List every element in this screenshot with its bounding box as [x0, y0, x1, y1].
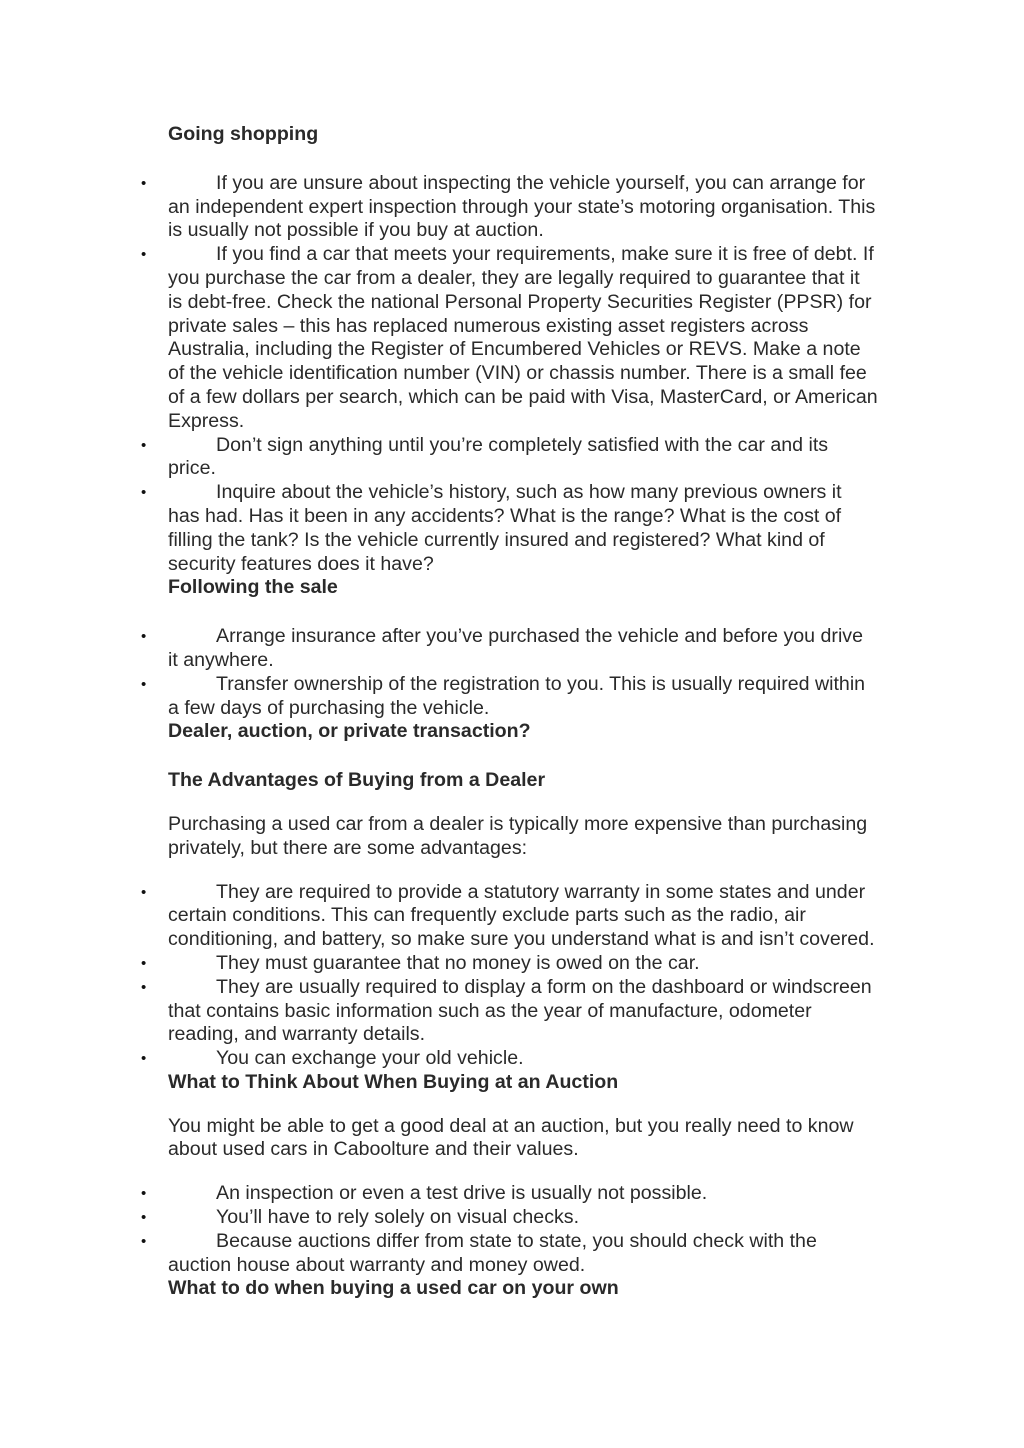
list-item-text: You’ll have to rely solely on visual checks.: [216, 1206, 580, 1229]
list-item: [168, 481, 878, 576]
list-item-text: They must guarantee that no money is owed on the car.: [216, 951, 700, 974]
section-heading: Going shopping: [168, 123, 319, 145]
list-item-text: You can exchange your old vehicle.: [216, 1047, 524, 1070]
list-item: [168, 976, 878, 1047]
paragraph: Purchasing a used car from a dealer is typically more expensive than purchasing privately, but there are some advantages:: [168, 812, 868, 859]
section-heading: The Advantages of Buying from a Dealer: [168, 769, 546, 792]
section-heading: Following the sale: [168, 576, 338, 599]
list-item: [168, 243, 878, 433]
list-item: [168, 1182, 878, 1206]
list-item-text: They are required to provide a statutory warranty in some states and under certain conditions. This can frequently exclude parts such as the radio, air conditioning, and battery, so make sure you understand what is and isn’t covered.: [168, 880, 875, 951]
document-body: [168, 123, 878, 1301]
list-item-text: An inspection or even a test drive is usually not possible.: [216, 1182, 708, 1205]
bullet-list: [168, 172, 878, 577]
list-item-text: Inquire about the vehicle’s history, such as how many previous owners it has had. Has it been in any accidents? What is the range? What is the cost of filling the tank? Is the vehicle currently insured and registered? What kind of security features does it have?: [168, 481, 842, 575]
section-heading: What to Think About When Buying at an Auction: [168, 1070, 619, 1093]
bullet-list: [168, 881, 878, 1071]
list-item: [168, 172, 878, 243]
list-item: [168, 952, 878, 976]
list-item-text: They are usually required to display a form on the dashboard or windscreen that contains basic information such as the year of manufacture, odometer reading, and warranty details.: [168, 975, 872, 1046]
list-item-text: If you are unsure about inspecting the vehicle yourself, you can arrange for an independent expert inspection through your state’s motoring organisation. This is usually not possible if you buy at auction.: [168, 171, 876, 242]
list-item: [168, 1230, 878, 1278]
list-item: [168, 673, 878, 721]
section-heading: Dealer, auction, or private transaction?: [168, 720, 531, 743]
list-item: [168, 625, 878, 673]
paragraph: You might be able to get a good deal at an auction, but you really need to know about used cars in Caboolture and their values.: [168, 1114, 854, 1161]
list-item: [168, 1206, 878, 1230]
bullet-list: [168, 1182, 878, 1277]
list-item: [168, 1047, 878, 1071]
list-item-text: Arrange insurance after you’ve purchased the vehicle and before you drive it anywhere.: [168, 625, 863, 671]
list-item-text: If you find a car that meets your requirements, make sure it is free of debt. If you purchase the car from a dealer, they are legally required to guarantee that it is debt-free. Check the national Personal Property Securities Register (PPSR) for private sales – this has replaced numerous existing asset registers across Australia, including the Register of Encumbered Vehicles or REVS. Make a note of the vehicle identification number (VIN) or chassis number. There is a small fee of a few dollars per search, which can be paid with Visa, MasterCard, or American Express.: [168, 243, 878, 432]
list-item: [168, 434, 878, 482]
bullet-list: [168, 625, 878, 720]
list-item: [168, 881, 878, 952]
list-item-text: Don’t sign anything until you’re completely satisfied with the car and its price.: [168, 433, 829, 480]
section-heading: What to do when buying a used car on your own: [168, 1277, 619, 1300]
list-item-text: Because auctions differ from state to state, you should check with the auction house about warranty and money owed.: [168, 1229, 817, 1276]
list-item-text: Transfer ownership of the registration to you. This is usually required within a few days of purchasing the vehicle.: [168, 672, 866, 719]
